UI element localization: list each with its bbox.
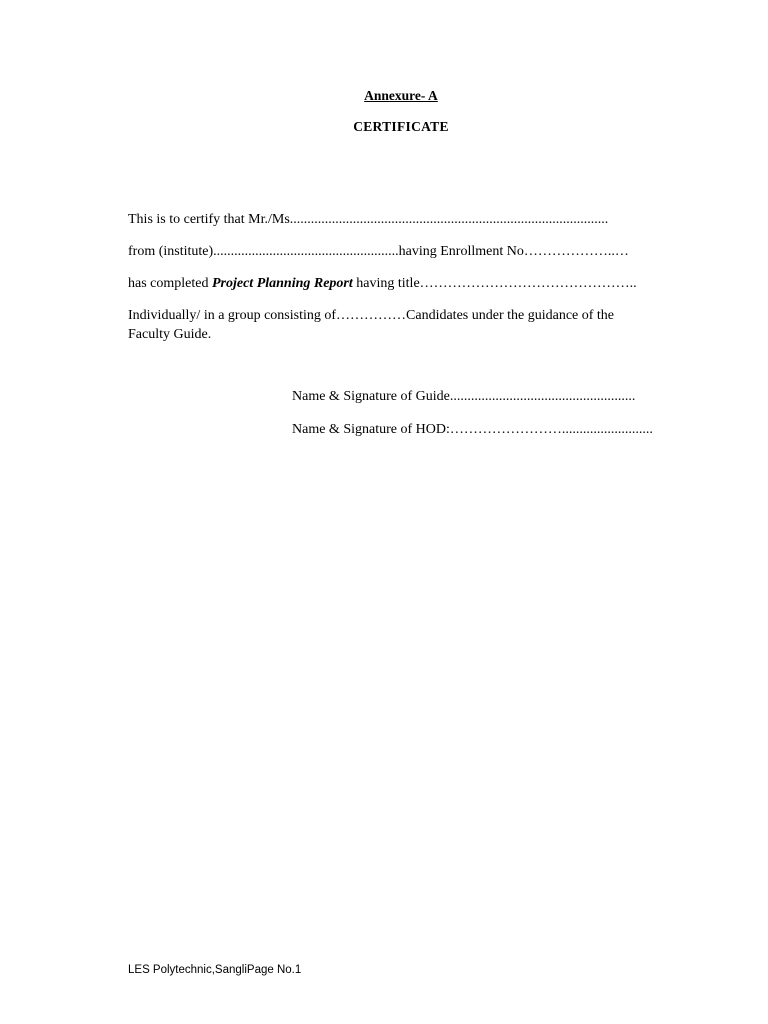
group-line bbox=[128, 308, 614, 324]
name-blank: ........................................................................................... bbox=[289, 212, 609, 227]
page-footer: LES Polytechnic,SangliPage No.1 bbox=[128, 964, 302, 976]
guidance-text: Candidates under the guidance of the bbox=[406, 308, 615, 323]
title-blank: ……………………………………….. bbox=[419, 276, 637, 291]
guide-signature-line bbox=[292, 389, 635, 405]
certify-text: This is to certify that Mr./Ms bbox=[128, 212, 290, 227]
guide-signature-label: Name & Signature of Guide bbox=[292, 389, 450, 404]
institute-blank: ..................................................... bbox=[213, 244, 399, 259]
title-label: having title bbox=[352, 276, 420, 291]
report-type: Project Planning Report bbox=[211, 276, 353, 291]
group-text: Individually/ in a group consisting of bbox=[128, 308, 337, 323]
guide-signature-blank: ..................................................... bbox=[449, 389, 636, 404]
institute-line bbox=[128, 244, 629, 260]
completed-line bbox=[128, 276, 637, 292]
completed-text: has completed bbox=[128, 276, 212, 291]
faculty-guide-line: Faculty Guide. bbox=[128, 327, 212, 342]
institute-label: from (institute) bbox=[128, 244, 214, 259]
enrollment-label: having Enrollment No bbox=[398, 244, 524, 259]
hod-signature-blank: …………………….......................... bbox=[449, 422, 653, 437]
enrollment-blank: ………………..… bbox=[523, 244, 629, 259]
hod-signature-label: Name & Signature of HOD: bbox=[292, 422, 450, 437]
hod-signature-line bbox=[292, 422, 653, 438]
certificate-title: CERTIFICATE bbox=[353, 119, 449, 134]
certify-line bbox=[128, 212, 608, 228]
annexure-heading: Annexure- A bbox=[364, 88, 438, 103]
candidates-blank: …………… bbox=[336, 308, 407, 323]
